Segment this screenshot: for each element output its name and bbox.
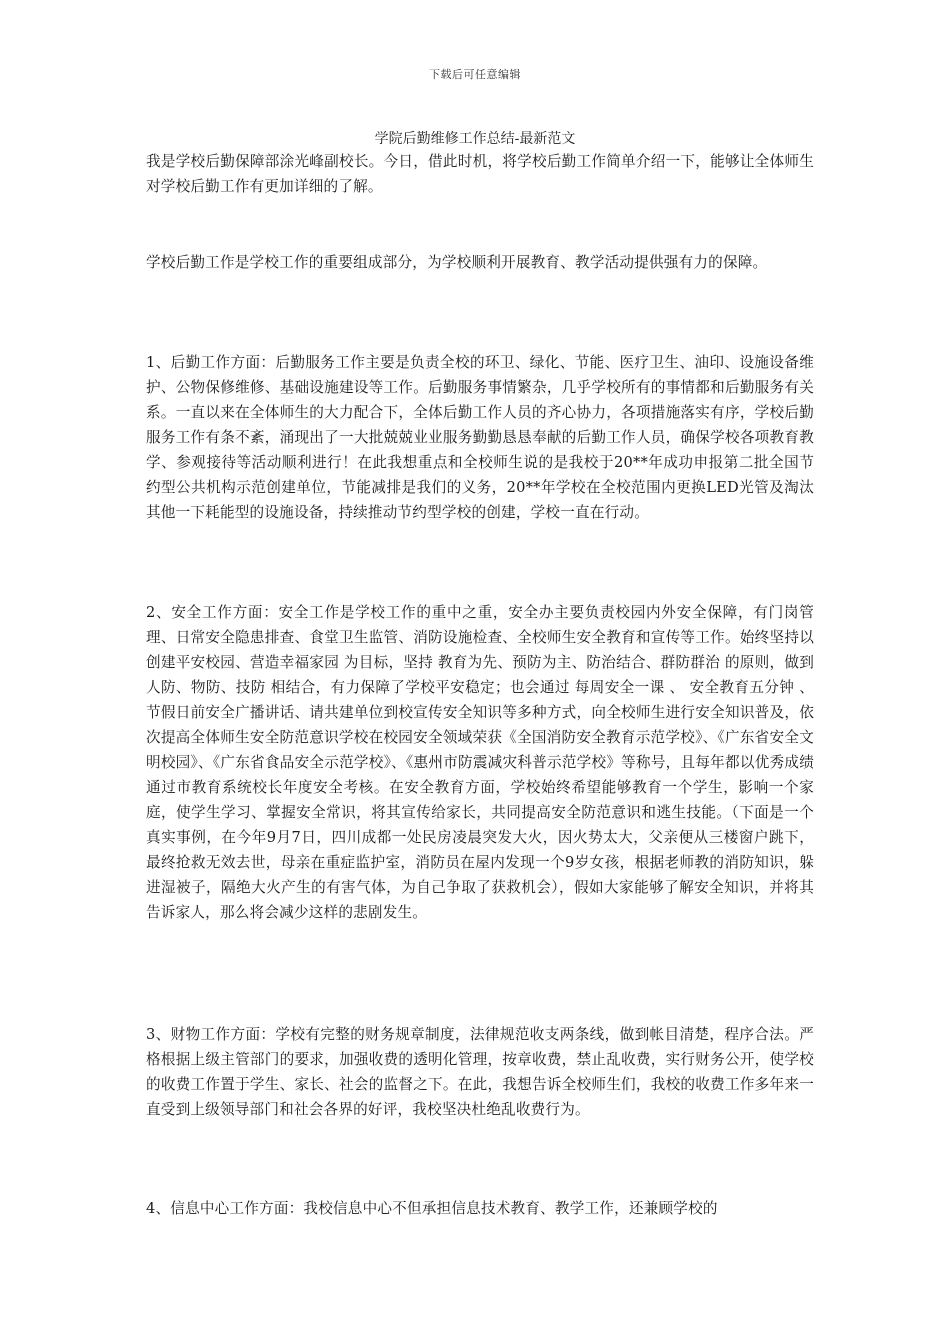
paragraph-intro-text: 我是学校后勤保障部涂光峰副校长。今日，借此时机，将学校后勤工作简单介绍一下，能够让全体师生对学校后勤工作有更加详细的了解。 <box>146 153 814 195</box>
header-note: 下载后可任意编辑 <box>429 68 521 81</box>
paragraph-logistics-text: 1、后勤工作方面：后勤服务工作主要是负责全校的环卫、绿化、节能、医疗卫生、油印、设施设备维护、公物保修维修、基础设施建设等工作。后勤服务事情繁杂，几乎学校所有的事情都和后勤服务有关系。一直以来在全体师生的大力配合下，全体后勤工作人员的齐心协力，各项措施落实有序，学校后勤服务工作有条不紊，涌现出了一大批兢兢业业服务勤勤恳恳奉献的后勤工作人员，确保学校各项教育教学、参观接待等活动顺利进行！在此我想重点和全校师生说的是我校于20**年成功申报第二批全国节约型公共机构示范创建单位，节能减排是我们的义务，20**年学校在全校范围内更换LED光管及淘汰其他一下耗能型的设施设备，持续推动节约型学校的创建，学校一直在行动。 <box>146 354 814 521</box>
paragraph-finance <box>146 1022 814 1122</box>
paragraph-intro <box>146 149 814 199</box>
paragraph-finance-text: 3、财物工作方面：学校有完整的财务规章制度，法律规范收支两条线，做到帐目清楚，程序合法。严格根据上级主管部门的要求，加强收费的透明化管理，按章收费，禁止乱收费，实行财务公开，使学校的收费工作置于学生、家长、社会的监督之下。在此，我想告诉全校师生们，我校的收费工作多年来一直受到上级领导部门和社会各界的好评，我校坚决杜绝乱收费行为。 <box>146 1026 814 1118</box>
document-title: 学院后勤维修工作总结-最新范文 <box>374 131 576 147</box>
paragraph-safety-text: 2、安全工作方面：安全工作是学校工作的重中之重，安全办主要负责校园内外安全保障，有门岗管理、日常安全隐患排查、食堂卫生监管、消防设施检查、全校师生安全教育和宣传等工作。始终坚持以 创建平安校园、营造幸福家园 为目标，坚持 教育为先、预防为主、防治结合、群防群治 的原则，做到 人防、物防、技防 相结合，有力保障了学校平安稳定；也会通过 每周安全一课 、 安全教育五分钟 、节假日前安全广播讲话、请共建单位到校宣传安全知识等多种方式，向全校师生进行安全知识普及，依次提高全体师生安全防范意识学校在校园安全领域荣获《全国消防安全教育示范学校》、《广东省安全文明校园》、《广东省食品安全示范学校》、《惠州市防震减灾科普示范学校》等称号，且每年都以优秀成绩通过市教育系统校长年度安全考核。在安全教育方面，学校始终希望能够教育一个学生，影响一个家庭，使学生学习、掌握安全常识，将其宣传给家长，共同提高安全防范意识和逃生技能。（下面是一个真实事例，在今年9月7日，四川成都一处民房凌晨突发大火，因火势太大，父亲便从三楼窗户跳下，最终抢救无效去世，母亲在重症监护室，消防员在屋内发现一个9岁女孩，根据老师教的消防知识，躲进湿被子，隔绝大火产生的有害气体，为自己争取了获救机会），假如大家能够了解安全知识，并将其告诉家人，那么将会减少这样的悲剧发生。 <box>146 604 814 921</box>
paragraph-safety <box>146 600 814 925</box>
paragraph-overview-text: 学校后勤工作是学校工作的重要组成部分，为学校顺利开展教育、教学活动提供强有力的保障。 <box>146 254 768 271</box>
paragraph-info-center-text: 4、信息中心工作方面：我校信息中心不但承担信息技术教育、教学工作，还兼顾学校的 <box>146 1200 718 1217</box>
paragraph-overview <box>146 250 814 275</box>
paragraph-info-center <box>146 1196 814 1221</box>
paragraph-logistics <box>146 350 814 525</box>
